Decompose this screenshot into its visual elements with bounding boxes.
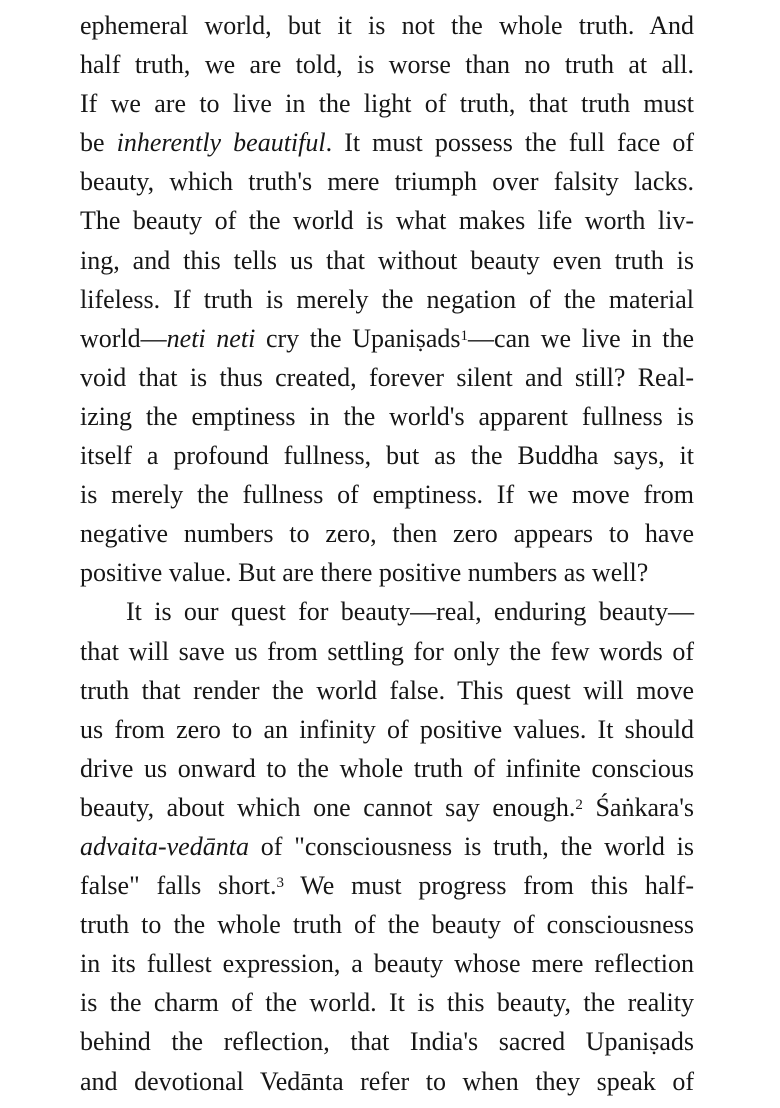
text-line bbox=[80, 45, 694, 84]
text-run: half truth, we are told, is worse than no truth at all. bbox=[80, 50, 694, 80]
text-line bbox=[80, 866, 694, 905]
text-run: world— bbox=[80, 323, 167, 353]
text-line bbox=[80, 319, 694, 358]
text-line bbox=[80, 553, 694, 592]
text-run: false" falls short. bbox=[80, 871, 277, 901]
text-line bbox=[80, 201, 694, 240]
text-line bbox=[80, 710, 694, 749]
italic-emphasis: advaita-vedānta bbox=[80, 831, 249, 861]
italic-emphasis: inherently beautiful bbox=[116, 128, 326, 158]
text-line bbox=[80, 162, 694, 201]
text-line bbox=[80, 905, 694, 944]
footnote-marker[interactable]: 1 bbox=[460, 327, 469, 344]
text-run: in its fullest expression, a beauty whose mere reflection bbox=[80, 949, 694, 979]
footnote-marker[interactable]: 2 bbox=[575, 796, 583, 813]
text-line bbox=[80, 241, 694, 280]
text-run: behind the reflection, that India's sacred Upaniṣads bbox=[80, 1027, 694, 1057]
text-run: If we are to live in the light of truth, that truth must bbox=[80, 89, 694, 119]
text-line bbox=[80, 827, 694, 866]
text-line bbox=[80, 84, 694, 123]
paragraph-1 bbox=[80, 6, 694, 592]
footnote-marker[interactable]: 3 bbox=[276, 875, 284, 892]
text-line bbox=[80, 475, 694, 514]
text-run: us from zero to an infinity of positive values. It should bbox=[80, 714, 694, 744]
text-run: ephemeral world, but it is not the whole truth. And bbox=[80, 11, 694, 40]
text-run: izing the emptiness in the world's apparent fullness is bbox=[80, 401, 694, 431]
text-run: The beauty of the world is what makes life worth liv- bbox=[80, 206, 694, 236]
text-line bbox=[80, 983, 694, 1022]
text-line bbox=[80, 944, 694, 983]
text-run: negative numbers to zero, then zero appears to have bbox=[80, 519, 694, 549]
text-line bbox=[80, 592, 694, 631]
text-run: lifeless. If truth is merely the negation of the material bbox=[80, 284, 694, 314]
text-run: drive us onward to the whole truth of infinite conscious bbox=[80, 753, 694, 783]
text-run: beauty, about which one cannot say enough. bbox=[80, 792, 576, 822]
text-run: and devotional Vedānta refer to when they speak of bbox=[80, 1066, 694, 1096]
text-line bbox=[80, 358, 694, 397]
text-line bbox=[80, 436, 694, 475]
text-run: is merely the fullness of emptiness. If we move from bbox=[80, 480, 694, 510]
text-run: be bbox=[80, 128, 117, 158]
text-run: of "consciousness is truth, the world is bbox=[248, 831, 694, 861]
paragraph-2 bbox=[80, 592, 694, 1100]
text-run: It is our quest for beauty—real, enduring beauty— bbox=[126, 597, 694, 627]
text-run: itself a profound fullness, but as the Buddha says, it bbox=[80, 441, 694, 471]
text-line bbox=[80, 6, 694, 45]
text-line bbox=[80, 1022, 694, 1061]
text-line bbox=[80, 123, 694, 162]
text-line bbox=[80, 1062, 694, 1101]
text-run: void that is thus created, forever silent and still? Real- bbox=[80, 362, 694, 392]
text-run: . It must possess the full face of bbox=[325, 128, 694, 158]
text-run: positive value. But are there positive numbers as well? bbox=[80, 558, 649, 588]
text-run: truth to the whole truth of the beauty of consciousness bbox=[80, 910, 694, 940]
text-run: We must progress from this half- bbox=[284, 871, 694, 901]
text-line bbox=[80, 632, 694, 671]
text-line bbox=[80, 671, 694, 710]
text-line bbox=[80, 397, 694, 436]
text-line bbox=[80, 749, 694, 788]
text-run: —can we live in the bbox=[468, 323, 694, 353]
italic-emphasis: neti neti bbox=[166, 323, 256, 353]
text-run: truth that render the world false. This quest will move bbox=[80, 675, 694, 705]
text-line bbox=[80, 280, 694, 319]
text-run: ing, and this tells us that without beauty even truth is bbox=[80, 245, 694, 275]
text-run: is the charm of the world. It is this beauty, the reality bbox=[80, 988, 694, 1018]
text-line bbox=[80, 514, 694, 553]
text-run: cry the Upaniṣads bbox=[255, 323, 461, 353]
text-run: that will save us from settling for only the few words of bbox=[80, 636, 694, 666]
text-run: Śaṅkara's bbox=[582, 792, 695, 822]
text-line bbox=[80, 788, 694, 827]
book-page bbox=[80, 6, 694, 1101]
text-run: beauty, which truth's mere triumph over falsity lacks. bbox=[80, 167, 694, 197]
